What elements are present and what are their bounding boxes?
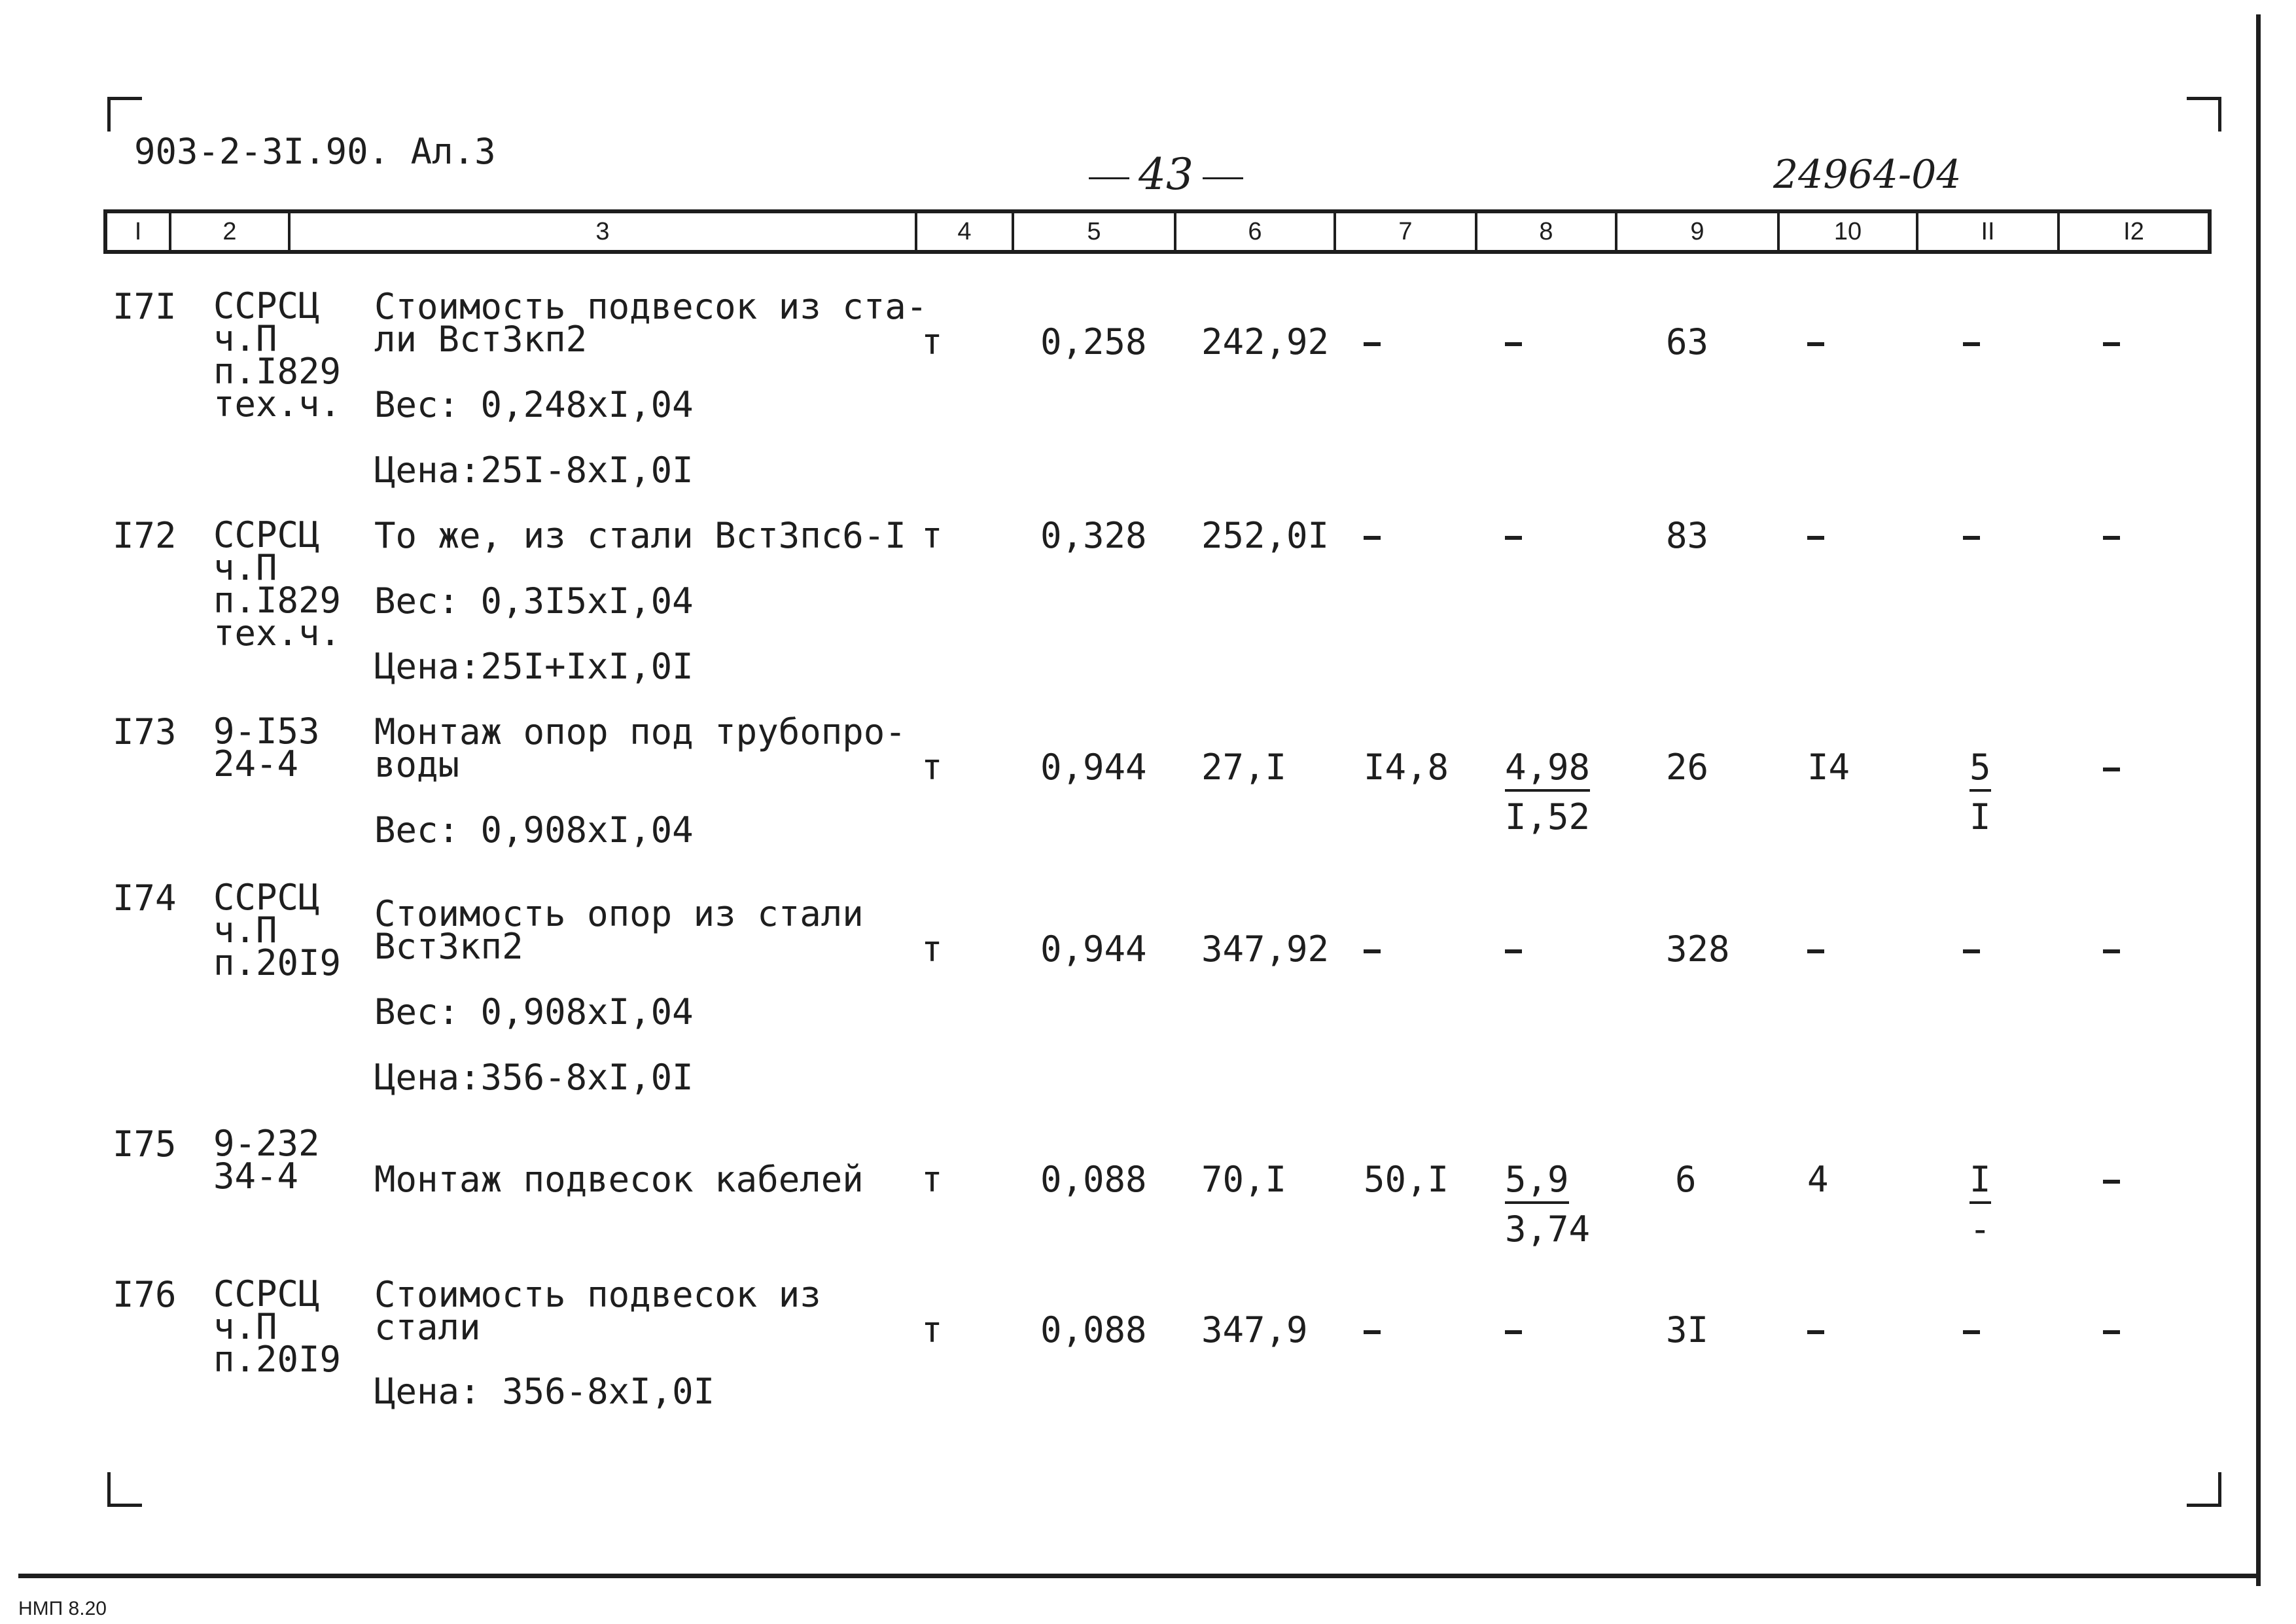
unit-price: 347,92: [1201, 928, 1330, 970]
weight-note: Вес: 0,908хI,04: [374, 809, 694, 851]
machine-cost-top: [1505, 747, 1591, 788]
quantity: 0,088: [1040, 1159, 1147, 1200]
description-line: ли ВстЗкп2: [374, 319, 588, 360]
total-cost: 3I: [1666, 1309, 1709, 1350]
weight-note: Вес: 0,248хI,04: [374, 384, 694, 425]
description-line: То же, из стали ВстЗпс6-I: [374, 515, 906, 556]
archive-number: 24964-04: [1773, 152, 1962, 198]
empty-value-dash: [1963, 342, 1980, 346]
basis-line: 34-4: [213, 1156, 299, 1197]
basis-line: п.20I9: [213, 1339, 342, 1380]
description-line: Стоимость подвесок из ста-: [374, 286, 928, 327]
unit-price: 347,9: [1201, 1309, 1308, 1350]
total-machine-bottom: -: [1969, 1209, 1991, 1250]
quantity: 0,944: [1040, 747, 1147, 788]
row-number: I7I: [113, 286, 177, 327]
row-number: I73: [113, 711, 177, 752]
total-cost: 63: [1666, 321, 1709, 362]
row-number: I76: [113, 1274, 177, 1315]
form-code: НМП 8.20: [18, 1598, 107, 1619]
description-line: воды: [374, 744, 460, 785]
empty-value-dash: [2103, 1180, 2120, 1184]
empty-value-dash: [2103, 1330, 2120, 1334]
column-header-11: II: [1916, 213, 2057, 250]
total-machine-top: [1969, 747, 1991, 788]
basis-line: 24-4: [213, 743, 299, 785]
empty-value-dash: [2103, 342, 2120, 346]
total-machine-underlined: I: [1969, 1159, 1991, 1204]
unit: т: [921, 515, 943, 556]
empty-value-dash: [2103, 949, 2120, 953]
basis-line: тех.ч.: [213, 383, 342, 425]
description-line: Стоимость опор из стали: [374, 893, 864, 934]
labor-cost: I4,8: [1364, 747, 1449, 788]
basis-line: тех.ч.: [213, 612, 342, 654]
column-header-5: 5: [1012, 213, 1174, 250]
total-cost: 83: [1666, 515, 1709, 556]
description-line: Монтаж опор под трубопро-: [374, 711, 906, 752]
machine-cost-underlined: 4,98: [1505, 747, 1590, 792]
empty-value-dash: [1505, 342, 1522, 346]
empty-value-dash: [1364, 342, 1381, 346]
row-number: I75: [113, 1123, 177, 1165]
empty-value-dash: [1807, 949, 1824, 953]
empty-value-dash: [2103, 536, 2120, 540]
total-machine-top: [1969, 1159, 1991, 1200]
row-number: I72: [113, 515, 177, 556]
machine-cost-bottom: 3,74: [1505, 1209, 1591, 1250]
total-labor: 4: [1807, 1159, 1829, 1200]
column-header-3: 3: [288, 213, 915, 250]
total-machine-underlined: 5: [1969, 747, 1991, 792]
row-number: I74: [113, 877, 177, 919]
total-cost: 328: [1666, 928, 1730, 970]
machine-cost-top: [1505, 1159, 1569, 1200]
basis-line: ССРСЦ: [213, 877, 320, 918]
unit-price: 252,0I: [1201, 515, 1330, 556]
empty-value-dash: [1807, 1330, 1824, 1334]
labor-cost: 50,I: [1364, 1159, 1449, 1200]
basis-line: ч.П: [213, 909, 277, 951]
corner-mark-top-right: [2187, 97, 2221, 132]
basis-line: ч.П: [213, 547, 277, 588]
unit: т: [921, 1309, 943, 1350]
description-line: ВстЗкп2: [374, 926, 523, 967]
column-header-4: 4: [915, 213, 1012, 250]
quantity: 0,944: [1040, 928, 1147, 970]
corner-mark-bottom-left: [107, 1472, 142, 1507]
quantity: 0,258: [1040, 321, 1147, 362]
empty-value-dash: [1364, 1330, 1381, 1334]
total-cost: 26: [1666, 747, 1709, 788]
quantity: 0,328: [1040, 515, 1147, 556]
unit-price: 242,92: [1201, 321, 1330, 362]
page-border-bottom: [18, 1574, 2261, 1578]
basis-line: ССРСЦ: [213, 285, 320, 327]
unit: т: [921, 1159, 943, 1200]
basis-line: ССРСЦ: [213, 1273, 320, 1315]
document-code: 903-2-3I.90. Ал.3: [134, 131, 496, 172]
total-machine-bottom: I: [1969, 796, 1991, 838]
empty-value-dash: [1963, 536, 1980, 540]
empty-value-dash: [1807, 342, 1824, 346]
column-header-10: 10: [1777, 213, 1916, 250]
quantity: 0,088: [1040, 1309, 1147, 1350]
unit-price: 70,I: [1201, 1159, 1287, 1200]
page-number: [1080, 149, 1252, 200]
column-header-7: 7: [1333, 213, 1475, 250]
basis-line: ч.П: [213, 1306, 277, 1347]
description-line: Стоимость подвесок из: [374, 1274, 821, 1315]
price-note: Цена:25I+IхI,0I: [374, 646, 694, 687]
total-cost: 6: [1675, 1159, 1697, 1200]
basis-line: 9-232: [213, 1123, 320, 1164]
empty-value-dash: [1505, 536, 1522, 540]
price-note: Цена:25I-8хI,0I: [374, 450, 694, 491]
empty-value-dash: [1364, 536, 1381, 540]
empty-value-dash: [1963, 949, 1980, 953]
page-number-value: 43: [1139, 149, 1193, 200]
column-header-row: [103, 209, 2212, 254]
total-labor: I4: [1807, 747, 1850, 788]
unit: т: [921, 747, 943, 788]
price-note: Цена:356-8хI,0I: [374, 1057, 694, 1098]
empty-value-dash: [1505, 1330, 1522, 1334]
basis-line: ССРСЦ: [213, 514, 320, 556]
unit: т: [921, 321, 943, 362]
machine-cost-underlined: 5,9: [1505, 1159, 1569, 1204]
weight-note: Вес: 0,908хI,04: [374, 991, 694, 1033]
column-header-2: 2: [169, 213, 288, 250]
machine-cost-bottom: I,52: [1505, 796, 1591, 838]
column-header-6: 6: [1174, 213, 1333, 250]
basis-line: п.I829: [213, 351, 342, 392]
empty-value-dash: [1364, 949, 1381, 953]
description-line: Монтаж подвесок кабелей: [374, 1159, 864, 1200]
column-header-1: I: [134, 218, 142, 245]
description-line: стали: [374, 1307, 481, 1348]
unit: т: [921, 928, 943, 970]
empty-value-dash: [1505, 949, 1522, 953]
column-header-8: 8: [1475, 213, 1615, 250]
basis-line: 9-I53: [213, 711, 320, 752]
corner-mark-top-left: [107, 97, 142, 132]
price-note: Цена: 356-8хI,0I: [374, 1371, 715, 1412]
unit-price: 27,I: [1201, 747, 1287, 788]
page-border-right: [2256, 14, 2261, 1586]
empty-value-dash: [2103, 768, 2120, 771]
basis-line: ч.П: [213, 318, 277, 359]
weight-note: Вес: 0,3I5хI,04: [374, 580, 694, 622]
empty-value-dash: [1963, 1330, 1980, 1334]
column-header-12: I2: [2057, 213, 2208, 250]
corner-mark-bottom-right: [2187, 1472, 2221, 1507]
basis-line: п.20I9: [213, 942, 342, 983]
column-header-9: 9: [1615, 213, 1777, 250]
basis-line: п.I829: [213, 580, 342, 621]
empty-value-dash: [1807, 536, 1824, 540]
